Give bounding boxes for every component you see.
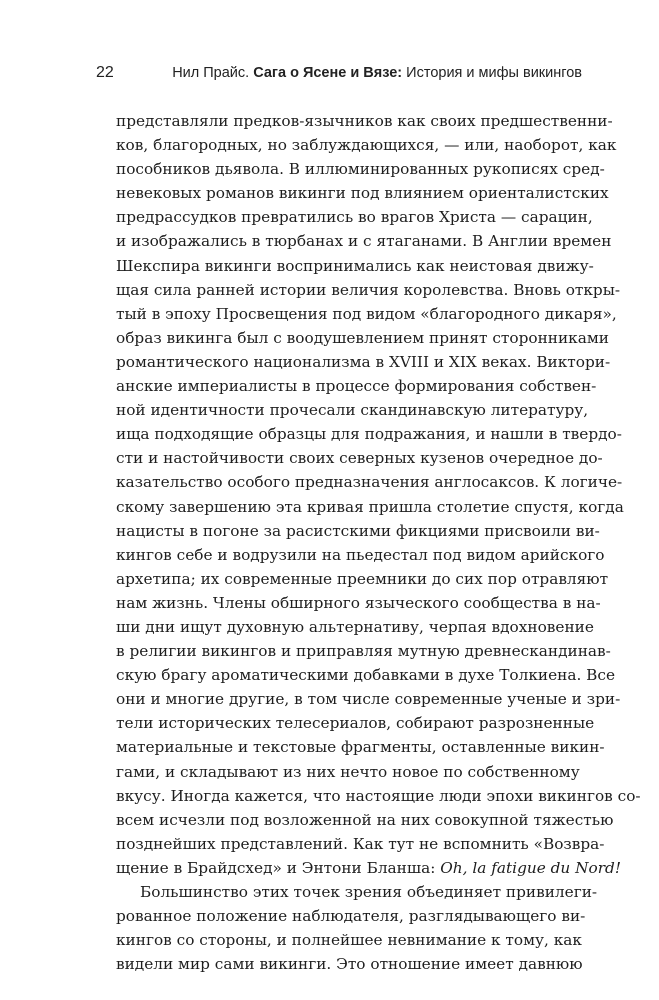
text-line xyxy=(116,880,598,904)
text-line xyxy=(116,350,611,374)
text-line-content: рованное положение наблюдателя, разглядывающего ви- xyxy=(116,907,586,926)
text-line-content: они и многие другие, в том числе современные ученые и зри- xyxy=(116,690,621,709)
text-line xyxy=(116,181,609,205)
text-line-content: нацисты в погоне за расистскими фикциями присвоили ви- xyxy=(116,521,600,540)
text-line xyxy=(116,398,589,422)
page-number: 22 xyxy=(96,64,114,81)
text-line xyxy=(116,784,641,808)
text-line-content: анские империалисты в процессе формирования собствен- xyxy=(116,377,597,396)
text-line-content: ной идентичности прочесали скандинавскую литературу, xyxy=(116,401,589,420)
text-line xyxy=(116,639,611,663)
text-line xyxy=(116,735,605,759)
text-line-content: видели мир сами викинги. Это отношение имеет давнюю xyxy=(116,955,583,974)
text-line xyxy=(116,904,586,928)
body-text xyxy=(116,109,641,976)
text-line-content: романтического национализма в XVIII и XIX веках. Виктори- xyxy=(116,352,611,371)
text-line-content: всем исчезли под возложенной на них совокупной тяжестью xyxy=(116,810,614,829)
text-line-content: Шекспира викинги воспринимались как неистовая движу- xyxy=(116,256,594,275)
text-line xyxy=(116,302,617,326)
text-line xyxy=(116,856,621,880)
text-line-content: Большинство этих точек зрения объединяет привилеги- xyxy=(140,883,598,901)
text-line-content: тый в эпоху Просвещения под видом «благородного дикаря», xyxy=(116,304,617,323)
text-line-content: ши дни ищут духовную альтернативу, черпая вдохновение xyxy=(116,617,594,636)
book-subtitle: История и мифы викингов xyxy=(406,65,582,81)
text-line xyxy=(116,663,616,687)
text-line xyxy=(116,254,594,278)
text-line xyxy=(116,808,614,832)
text-line-content: архетипа; их современные преемники до сих пор отравляют xyxy=(116,569,609,588)
text-line xyxy=(116,229,612,253)
text-line xyxy=(116,687,621,711)
text-line xyxy=(116,952,583,976)
text-line-content: вкусу. Иногда кажется, что настоящие люди эпохи викингов со- xyxy=(116,786,641,805)
text-line-content: образ викинга был с воодушевлением принят сторонниками xyxy=(116,328,609,347)
text-line xyxy=(116,470,623,494)
text-line-content: ища подходящие образцы для подражания, и нашли в твердо- xyxy=(116,425,622,444)
text-line xyxy=(116,567,609,591)
book-title: Сага о Ясене и Вязе: xyxy=(253,65,403,81)
text-line-content: в религии викингов и приправляя мутную древнескандинав- xyxy=(116,642,611,661)
text-line xyxy=(116,543,605,567)
text-line-content: щение в Брайдсхед» и Энтони Бланша: xyxy=(116,858,436,877)
text-line xyxy=(116,374,597,398)
paragraph-1 xyxy=(116,109,641,880)
text-line-content: казательство особого предназначения англосаксов. К логиче- xyxy=(116,473,623,492)
text-line xyxy=(116,928,582,952)
text-line xyxy=(116,591,601,615)
text-line-content: гами, и складывают из них нечто новое по собственному xyxy=(116,762,580,781)
text-line-content: ков, благородных, но заблуждающихся, — или, наоборот, как xyxy=(116,136,617,155)
text-line-content: кингов себе и водрузили на пьедестал под видом арийского xyxy=(116,545,605,564)
text-line-content: пособников дьявола. В иллюминированных рукописях сред- xyxy=(116,160,605,179)
running-head xyxy=(172,62,582,84)
text-line-content: щая сила ранней истории величия королевства. Вновь откры- xyxy=(116,280,621,299)
text-line-content: невековых романов викинги под влиянием ориенталистских xyxy=(116,184,609,203)
text-line xyxy=(116,133,617,157)
text-line-content: позднейших представлений. Как тут не вспомнить «Возвра- xyxy=(116,834,605,853)
text-line-content: сти и настойчивости своих северных кузенов очередное до- xyxy=(116,449,603,468)
running-header xyxy=(96,62,582,84)
text-line xyxy=(116,495,624,519)
text-line xyxy=(116,832,605,856)
text-line-content: нам жизнь. Члены обширного языческого сообщества в на- xyxy=(116,593,601,612)
text-line xyxy=(116,422,622,446)
author-name: Нил Прайс. xyxy=(172,65,250,81)
text-line xyxy=(116,205,593,229)
text-line xyxy=(116,615,594,639)
text-line-content: скому завершению эта кривая пришла столетие спустя, когда xyxy=(116,497,624,516)
text-line-content: скую брагу ароматическими добавками в духе Толкиена. Все xyxy=(116,666,616,685)
text-line xyxy=(116,711,595,735)
text-line-content: тели исторических телесериалов, собирают разрозненные xyxy=(116,714,595,733)
text-line xyxy=(116,109,613,133)
text-line-content: и изображались в тюрбанах и с ятаганами. В Англии времен xyxy=(116,232,612,251)
text-line xyxy=(116,326,609,350)
text-line xyxy=(116,157,605,181)
italic-quote: Oh, la fatigue du Nord! xyxy=(440,858,621,877)
paragraph-2 xyxy=(116,880,598,976)
text-line xyxy=(116,278,621,302)
text-line-content: представляли предков-язычников как своих предшественни- xyxy=(116,112,613,130)
text-line xyxy=(116,446,603,470)
text-line-content: материальные и текстовые фрагменты, оставленные викин- xyxy=(116,738,605,757)
text-line xyxy=(116,760,578,784)
text-line-content: предрассудков превратились во врагов Христа — сарацин, xyxy=(116,208,593,227)
text-line xyxy=(116,519,600,543)
text-line-content: кингов со стороны, и полнейшее невнимание к тому, как xyxy=(116,931,582,950)
